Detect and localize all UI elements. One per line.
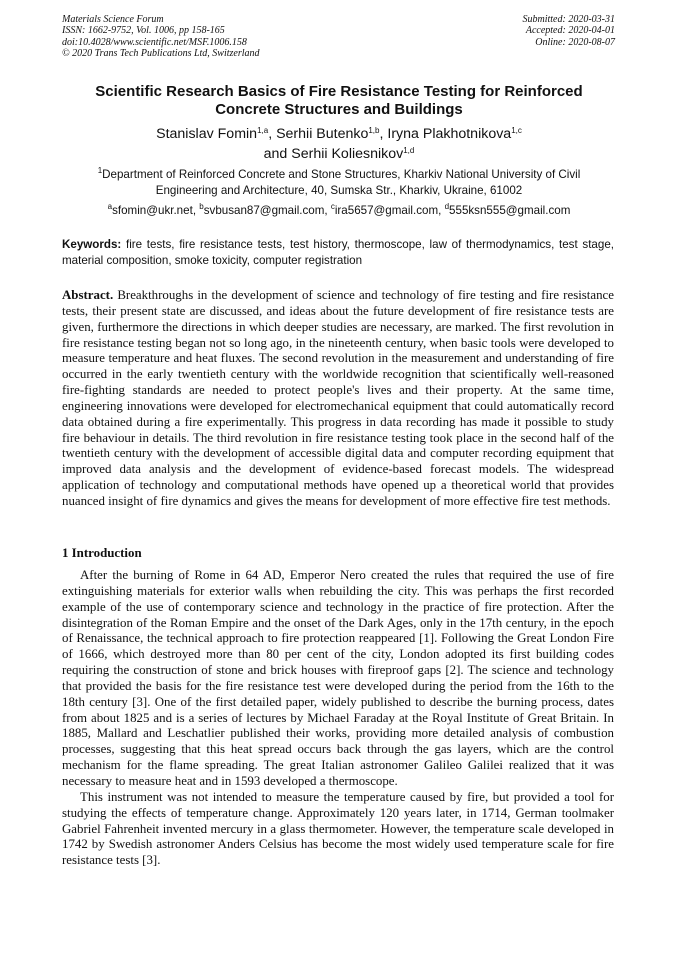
author-name: Serhii Butenko xyxy=(276,126,369,142)
author-separator: , xyxy=(379,126,388,142)
abstract-block xyxy=(62,288,614,510)
submission-dates xyxy=(523,14,616,48)
author-name: and Serhii Koliesnikov xyxy=(263,146,404,162)
affiliation-line-2: Engineering and Architecture, 40, Sumska Str., Kharkiv, Ukraine, 61002 xyxy=(155,183,523,197)
author-name: Stanislav Fomin xyxy=(156,126,258,142)
submitted-date: Submitted: 2020-03-31 xyxy=(522,14,615,25)
author-separator: , xyxy=(268,126,277,142)
doi-line: doi:10.4028/www.scientific.net/MSF.1006.158 xyxy=(62,36,247,48)
author-affil-sup: 1,b xyxy=(368,126,380,135)
author-emails xyxy=(62,203,616,218)
author-affil-sup: 1,a xyxy=(257,126,269,135)
email-separator: , xyxy=(324,204,331,217)
affiliation-sup: 1 xyxy=(97,166,103,175)
email-address: svbusan87@gmail.com xyxy=(203,204,325,217)
abstract-text: Breakthroughs in the development of science and technology of fire testing and fire resistance tests, their present state are discussed, and ideas about the future development of fire resistance tests are given, furthermore the directions in which deeper studies are necessary, are marked. The first revolution in fire resistance testing began not so long ago, in the nineteenth century, when basic tools were developed to measure temperature and heat fluxes. The second revolution in the measurement and understanding of fire occurred in the early twentieth century with the worldwide recognition that scientifically well-reasoned fire-fighting standards are needed to protect people's lives and their property. At the same time, engineering innovations were developed for electromechanical equipment that could automatically record data obtained during a fire experimentally. This progress in data recording has made it possible to study fire behaviour in details. The third revolution in fire resistance testing took place in the second half of the twentieth century with the development of accessible digital data and computer recording equipment that improved data analysis and the development of evidence-based forecast models. The widespread application of technology and computational methods have opened up a theoretical world that provides nuanced insight of fire dynamics and gives the means for development of more effective fire test methods. xyxy=(62,288,614,508)
copyright-line: © 2020 Trans Tech Publications Ltd, Switzerland xyxy=(62,48,260,60)
email-sup: b xyxy=(199,202,204,211)
body-paragraph: After the burning of Rome in 64 AD, Emperor Nero created the rules that required the use of fire extinguishing materials for exterior walls when rebuilding the city. This was perhaps the first recorded example of the use of contemporary science and technology in the practice of fire protection. After the disintegration of the Roman Empire and the onset of the Dark Ages, only in the 17th century, in the epoch of Renaissance, the technical approach to fire protection reappeared [1]. Following the Great London Fire of 1666, which destroyed more than 80 per cent of the city, London adopted its first building codes requiring the construction of stone and brick houses with fireproof gaps [2]. The science and technology that provided the basis for the fire resistance test were developed during the period from the 16th to the 18th century [3]. One of the first detailed paper, widely published to describe the burning process, dates from about 1825 and is a series of lectures by Michael Faraday at the Royal Institute of Great Britain. In 1885, Mallard and Leschatlier published their works, providing more detailed analysis of combustion processes, suggesting that this heat spread occurs back through the gas layers, which are the control mechanism for the flame spreading. The great Italian astronomer Galileo Galilei realized that it was necessary to measure heat and in 1593 developed a thermoscope. xyxy=(62,568,614,788)
email-sup: c xyxy=(330,202,335,211)
author-name: Iryna Plakhotnikova xyxy=(387,126,512,142)
body-paragraph: This instrument was not intended to measure the temperature caused by fire, but provided a tool for studying the effects of temperature change. Approximately 120 years later, in 1714, German toolmaker Gabriel Fahrenheit invented mercury in a glass thermometer. However, the temperature scale developed in 1742 by Swedish astronomer Anders Celsius has become the most widely used temperature scale for fire resistance tests [3]. xyxy=(62,789,614,868)
email-separator: , xyxy=(438,204,445,217)
affiliation-text-1: Department of Reinforced Concrete and Stone Structures, Kharkiv National University of Civil xyxy=(102,168,581,181)
title-line-2: Concrete Structures and Buildings xyxy=(215,101,463,118)
email-address: ira5657@gmail.com xyxy=(334,204,439,217)
abstract-label: Abstract. xyxy=(62,288,114,302)
author-affil-sup: 1,c xyxy=(511,126,522,135)
issn-line: ISSN: 1662-9752, Vol. 1006, pp 158-165 xyxy=(62,25,225,37)
keywords-block xyxy=(62,237,614,268)
keywords-text: fire tests, fire resistance tests, test history, thermoscope, law of thermodynamics, test stage, material composition, smoke toxicity, computer registration xyxy=(62,238,614,267)
authors-line-2 xyxy=(60,144,618,164)
email-sup: d xyxy=(444,202,450,211)
affiliation xyxy=(62,167,616,198)
email-address: sfomin@ukr.net xyxy=(112,204,193,217)
accepted-date: Accepted: 2020-04-01 xyxy=(525,25,615,37)
author-affil-sup: 1,d xyxy=(403,146,415,155)
email-address: 555ksn555@gmail.com xyxy=(449,204,571,217)
affiliation-line-1 xyxy=(62,167,616,183)
journal-info xyxy=(62,14,260,60)
journal-name: Materials Science Forum xyxy=(62,14,164,25)
authors-line-1 xyxy=(60,124,618,144)
email-separator: , xyxy=(192,204,200,217)
keywords-label: Keywords: xyxy=(62,238,122,251)
paper-title xyxy=(60,83,618,119)
online-date: Online: 2020-08-07 xyxy=(535,36,615,48)
introduction-body xyxy=(62,568,614,869)
section-heading: 1 Introduction xyxy=(62,546,142,560)
author-list xyxy=(60,124,618,164)
title-line-1: Scientific Research Basics of Fire Resistance Testing for Reinforced xyxy=(95,83,583,100)
email-sup: a xyxy=(107,202,113,211)
